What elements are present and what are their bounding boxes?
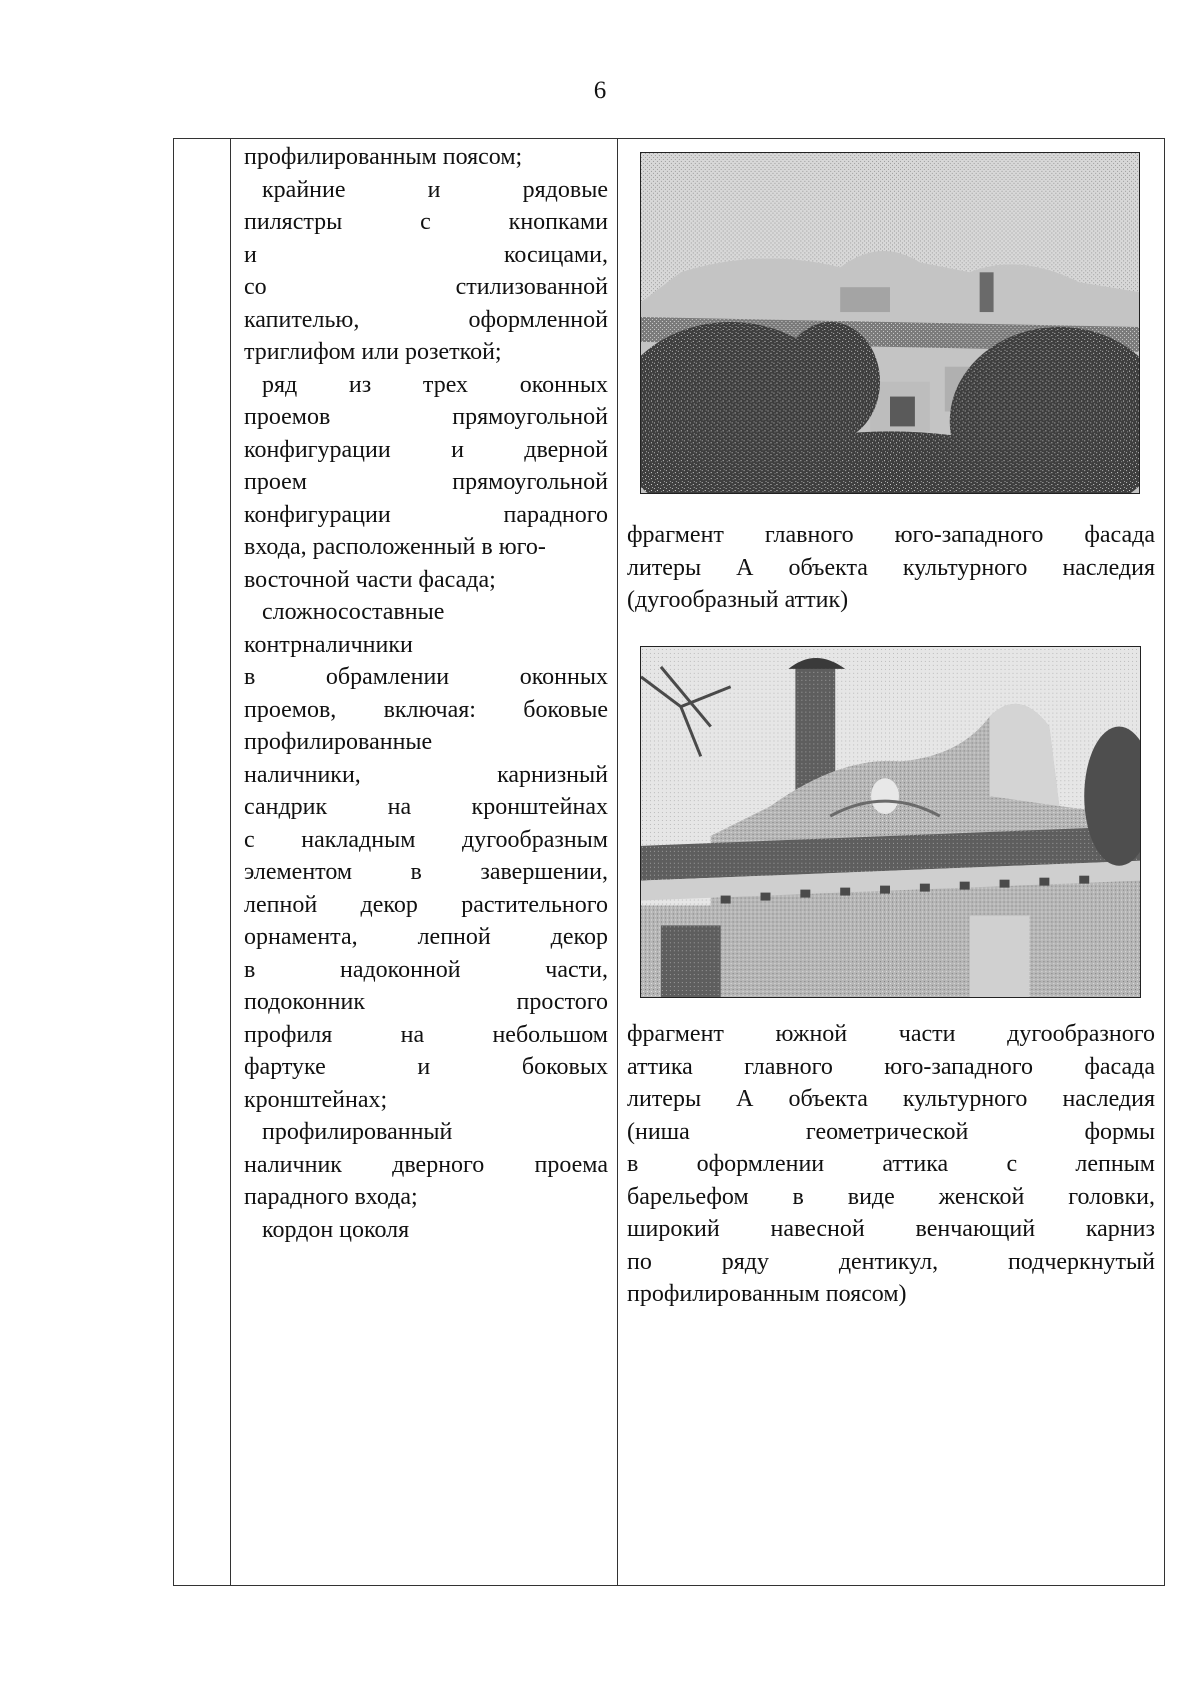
page-number: 6 (593, 77, 607, 104)
caption-line (627, 1116, 1155, 1149)
text-line (244, 499, 608, 532)
word: по (627, 1248, 652, 1275)
word: оформлении (696, 1151, 825, 1177)
word: венчающий (915, 1216, 1036, 1242)
word: наличники, (244, 761, 361, 788)
word: юго-западного (884, 1053, 1033, 1080)
word: дверной (524, 436, 608, 463)
word: кронштейнах (471, 794, 608, 820)
word: в (792, 1183, 804, 1210)
text-line: профилированным поясом; (244, 144, 523, 170)
caption-line (627, 1051, 1155, 1084)
word: фасада (1084, 522, 1155, 548)
text-line (244, 1051, 608, 1084)
text-line (244, 174, 608, 207)
word: ряд (262, 371, 298, 398)
caption-line (627, 1018, 1155, 1051)
word: пилястры (244, 209, 343, 235)
caption-line (627, 1246, 1155, 1279)
word: оформленной (468, 306, 608, 333)
text-line (244, 856, 608, 889)
word: и (244, 241, 257, 268)
text-line (244, 986, 608, 1019)
word: и (427, 176, 441, 203)
word: лепным (1075, 1151, 1155, 1177)
word: оконных (519, 664, 608, 690)
caption-line: профилированным поясом) (627, 1281, 907, 1307)
caption-line (627, 1083, 1155, 1116)
word: профиля (244, 1021, 333, 1048)
word: проемов (244, 404, 331, 430)
word: дентикул, (838, 1248, 939, 1275)
word: главного (764, 522, 854, 548)
text-line: профилированные (244, 729, 433, 755)
word: кнопками (508, 209, 608, 235)
word: главного (744, 1053, 833, 1080)
text-line (244, 466, 608, 499)
word: ряду (721, 1248, 769, 1275)
word: сандрик (244, 794, 328, 820)
text-line: триглифом или розеткой; (244, 339, 502, 365)
word: на (387, 794, 412, 820)
word: женской (938, 1183, 1025, 1210)
word: боковые (523, 696, 608, 723)
text-line: входа, расположенный в юго- (244, 534, 546, 560)
word: обрамлении (325, 664, 450, 690)
word: с (1006, 1151, 1018, 1177)
text-line (244, 889, 608, 922)
word: фасада (1084, 1053, 1155, 1080)
word: на (400, 1021, 425, 1048)
word: трех (422, 371, 469, 398)
text-line: сложносоставные (262, 599, 445, 625)
word: включая: (383, 696, 476, 723)
caption-attic-detail (627, 1018, 1155, 1311)
word: орнамента, (244, 924, 358, 950)
word: стилизованной (455, 274, 608, 300)
caption-line (627, 552, 1155, 585)
word: надоконной (339, 956, 461, 983)
word: наличник (244, 1151, 342, 1178)
word: проем (244, 469, 307, 495)
attic-detail-photo (640, 646, 1141, 998)
text-line (244, 824, 608, 857)
word: элементом (244, 859, 353, 885)
word: растительного (461, 891, 608, 918)
word: накладным (301, 826, 416, 853)
text-line (244, 1149, 608, 1182)
word: и (451, 436, 464, 463)
word: в (244, 664, 256, 690)
word: декор (360, 891, 418, 918)
word: небольшом (492, 1021, 608, 1048)
text-line (244, 206, 608, 239)
text-line: контрналичники (244, 631, 413, 658)
word: боковых (521, 1054, 608, 1080)
word: (ниша (627, 1118, 690, 1145)
word: рядовые (522, 176, 608, 203)
word: оконных (519, 371, 608, 398)
text-line (244, 661, 608, 694)
word: фартуке (244, 1054, 326, 1080)
word: А (736, 1086, 754, 1112)
word: карнизный (497, 761, 608, 788)
word: косицами, (503, 241, 608, 268)
word: объекта (788, 554, 868, 581)
word: навесной (770, 1216, 865, 1242)
word: наследия (1062, 1086, 1155, 1112)
word: в (244, 956, 256, 983)
word: конфигурации (244, 436, 391, 463)
word: дугообразным (462, 826, 608, 853)
word: фрагмент (627, 522, 724, 548)
word: с (420, 209, 431, 235)
text-line (244, 401, 608, 434)
word: А (736, 554, 754, 581)
text-line (244, 369, 608, 402)
caption-line (627, 1213, 1155, 1246)
text-line (244, 954, 608, 987)
word: формы (1084, 1118, 1155, 1145)
word: подчеркнутый (1007, 1248, 1155, 1275)
word: прямоугольной (452, 469, 608, 495)
word: литеры (627, 1086, 702, 1112)
text-line (244, 694, 608, 727)
word: наследия (1062, 554, 1155, 581)
text-line: парадного входа; (244, 1184, 418, 1210)
word: из (348, 371, 372, 398)
word: простого (516, 989, 608, 1015)
word: литеры (627, 554, 702, 581)
word: декор (550, 924, 608, 950)
word: со (244, 274, 267, 300)
text-line (244, 921, 608, 954)
word: подоконник (244, 989, 365, 1015)
word: объекта (788, 1086, 868, 1112)
text-line (244, 1019, 608, 1052)
word: юго-западного (894, 522, 1044, 548)
text-line (244, 271, 608, 304)
text-line: кордон цоколя (262, 1216, 410, 1243)
word: прямоугольной (452, 404, 608, 430)
word: карниз (1085, 1216, 1155, 1242)
word: части (898, 1021, 956, 1047)
text-line (244, 759, 608, 792)
caption-line (627, 519, 1155, 552)
column-divider (617, 139, 618, 1585)
word: проема (534, 1151, 608, 1178)
word: аттика (627, 1053, 693, 1080)
word: аттика (882, 1151, 949, 1177)
word: южной (775, 1021, 848, 1047)
word: парадного (503, 501, 608, 528)
word: дверного (392, 1151, 485, 1178)
word: в (410, 859, 422, 885)
word: дугообразного (1007, 1021, 1155, 1047)
caption-line (627, 1148, 1155, 1181)
caption-facade-attic (627, 519, 1155, 617)
column-divider (230, 139, 231, 1585)
word: лепной (244, 891, 318, 918)
word: капителью, (244, 306, 360, 333)
word: части, (545, 956, 608, 983)
facade-attic-photo (640, 152, 1140, 494)
caption-line (627, 1181, 1155, 1214)
text-line: кронштейнах; (244, 1086, 388, 1113)
text-line (244, 791, 608, 824)
description-column (244, 141, 608, 1246)
text-line: профилированный (262, 1119, 453, 1145)
word: и (417, 1054, 431, 1080)
word: виде (847, 1183, 895, 1210)
word: головки, (1068, 1183, 1155, 1210)
word: культурного (902, 554, 1028, 581)
word: в (627, 1151, 639, 1177)
word: крайние (262, 176, 346, 203)
word: конфигурации (244, 501, 391, 528)
word: широкий (627, 1216, 720, 1242)
text-line (244, 239, 608, 272)
word: культурного (902, 1086, 1028, 1112)
caption-line: (дугообразный аттик) (627, 587, 849, 613)
word: завершении, (480, 859, 608, 885)
text-line: восточной части фасада; (244, 566, 496, 593)
text-line (244, 304, 608, 337)
word: барельефом (627, 1183, 749, 1210)
word: лепной (417, 924, 491, 950)
text-line (244, 434, 608, 467)
word: проемов, (244, 696, 337, 723)
word: с (244, 826, 255, 853)
word: фрагмент (627, 1021, 724, 1047)
word: геометрической (805, 1118, 969, 1145)
